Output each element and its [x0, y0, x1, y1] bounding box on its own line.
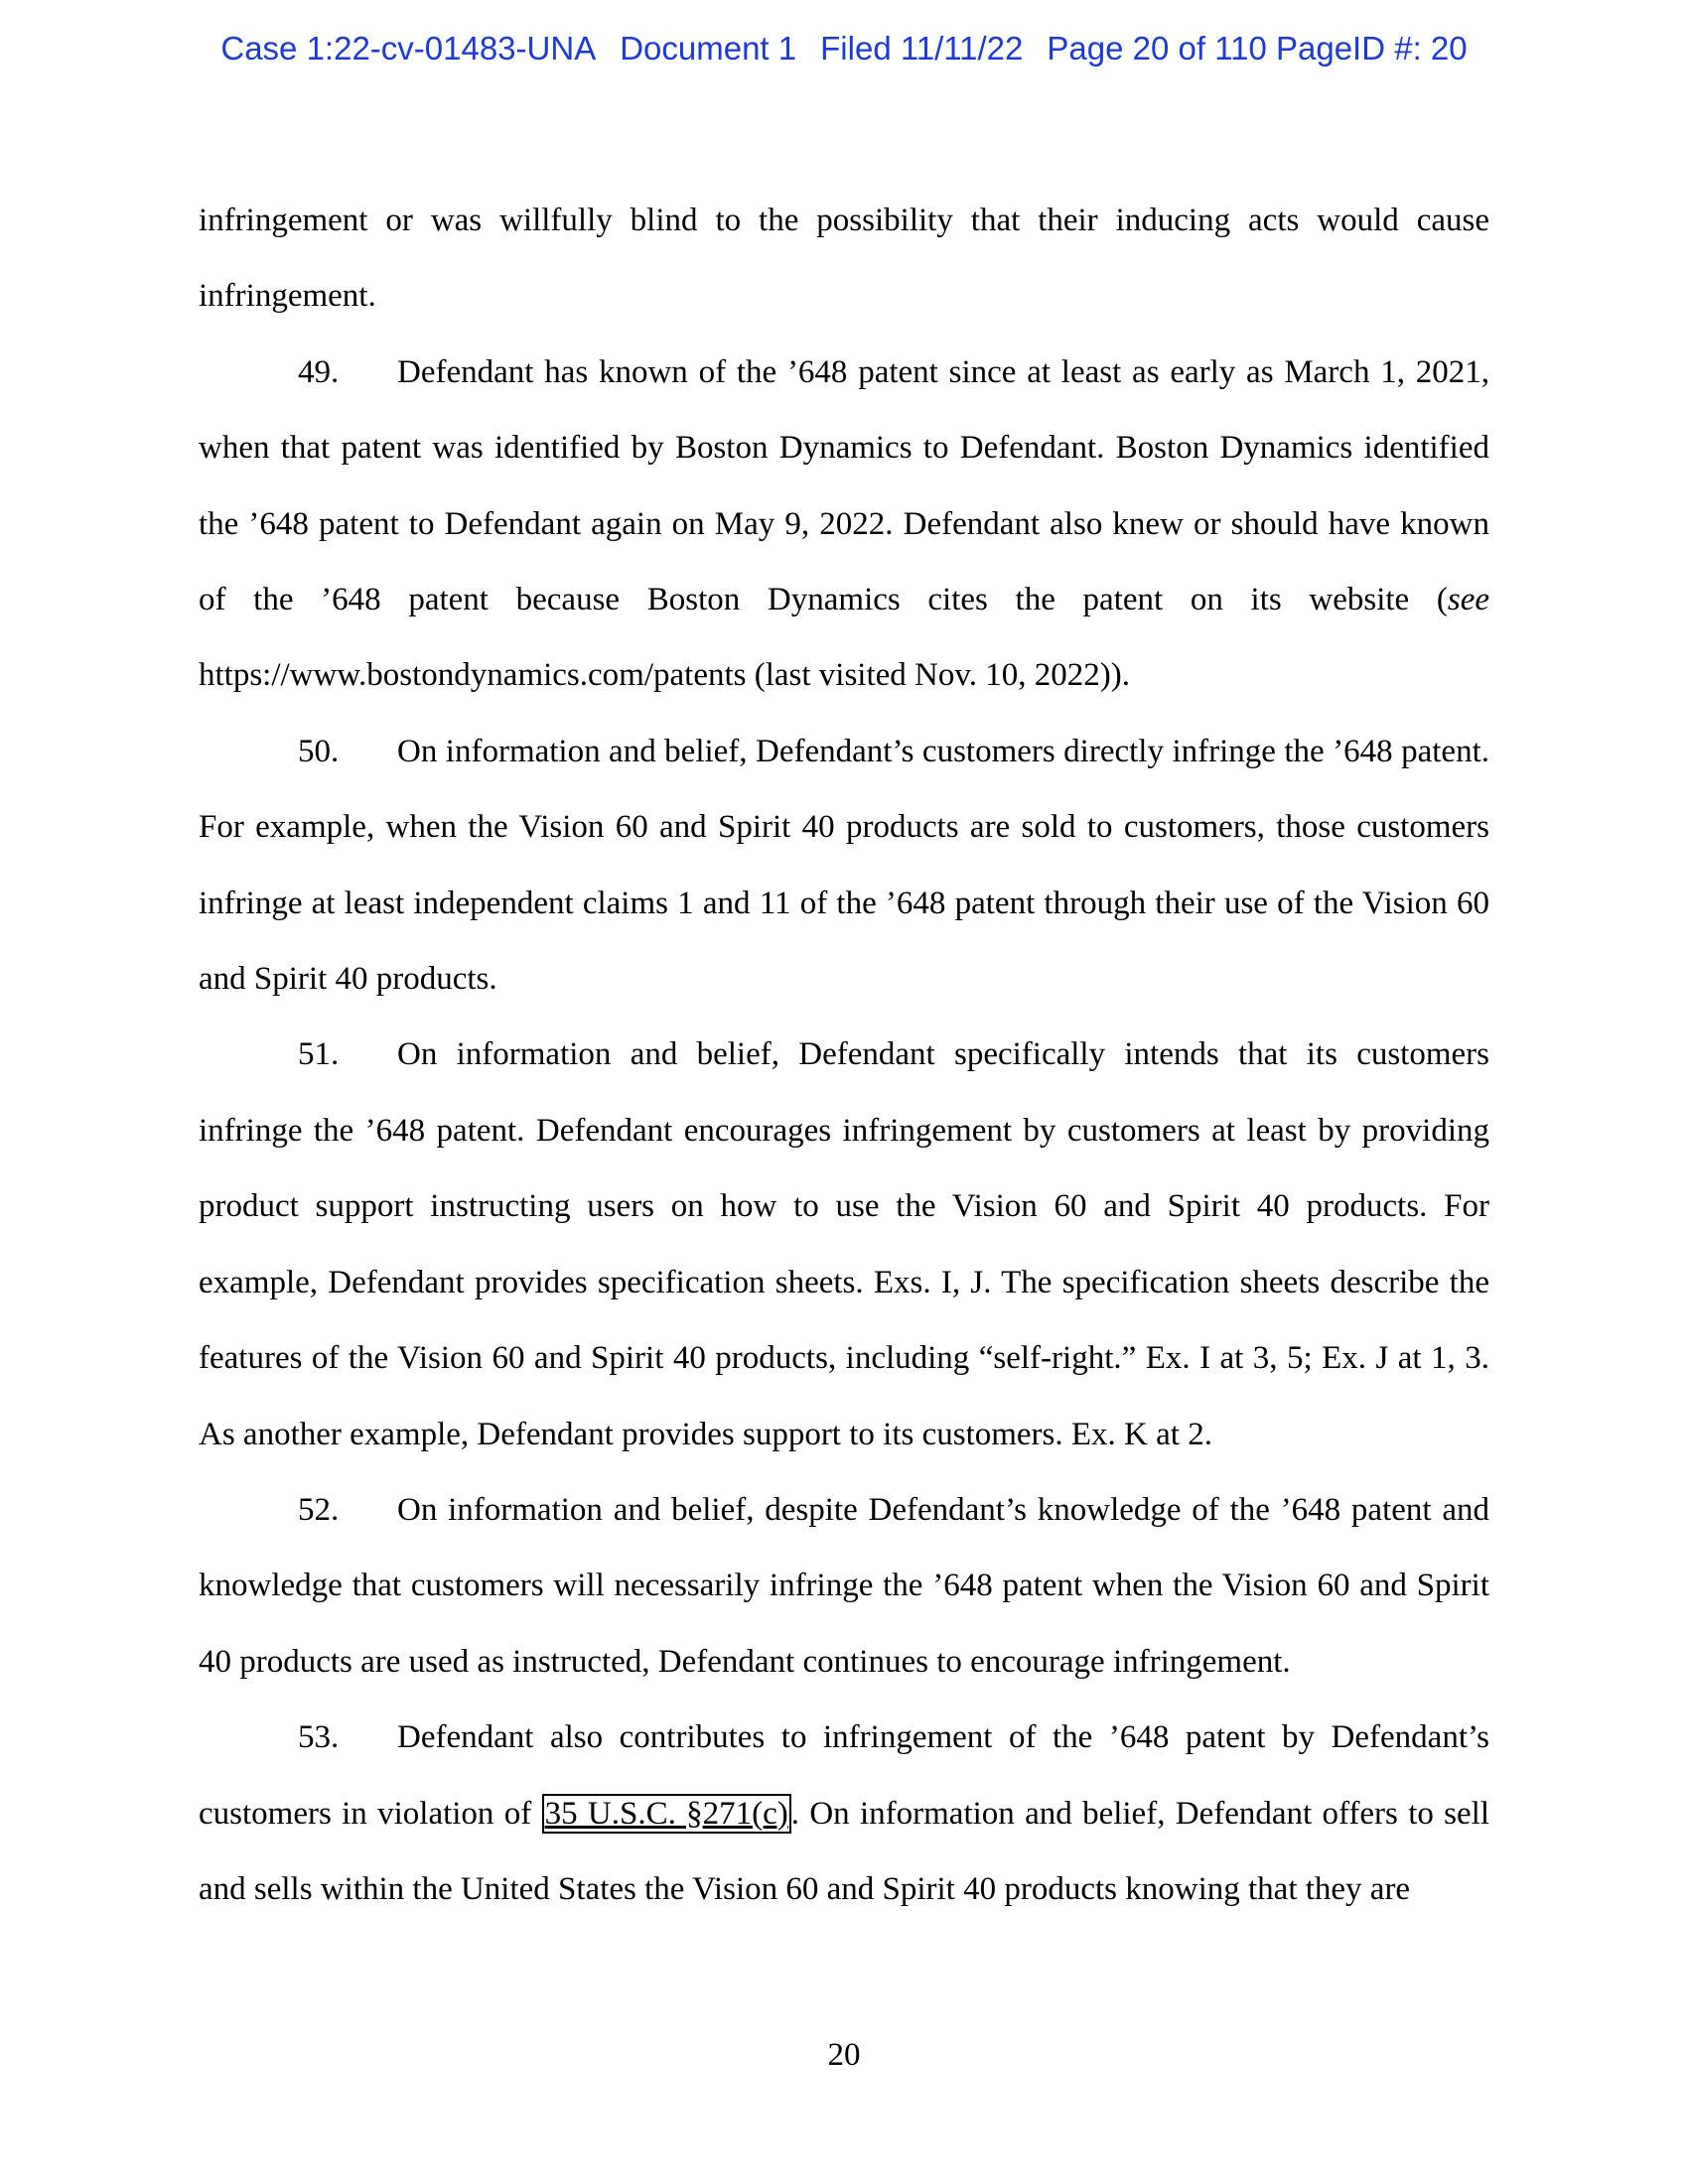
- paragraph-number: 52.: [298, 1491, 340, 1528]
- paragraph-52: [199, 1472, 1489, 1700]
- page-id: Page 20 of 110 PageID #: 20: [1047, 30, 1468, 67]
- document-body: [199, 183, 1489, 1927]
- paragraph-number: 53.: [298, 1719, 340, 1756]
- paragraph-number: 50.: [298, 733, 340, 769]
- paragraph-continuation: infringement or was willfully blind to the possibility that their inducing acts would cause infringement.: [199, 203, 1489, 315]
- paragraph-text: Defendant also contributes to infringement of the ’648 patent by Defendant’s customers in violation of: [199, 1719, 1489, 1832]
- document-number: Document 1: [620, 30, 797, 67]
- paragraph-text-url: https://www.bostondynamics.com/patents (last visited Nov. 10, 2022)).: [199, 657, 1130, 694]
- paragraph-53: [199, 1700, 1489, 1927]
- paragraph-number: 49.: [298, 353, 340, 390]
- paragraph-text: On information and belief, Defendant’s customers directly infringe the ’648 patent. For example, when the Vision 60 and Spirit 40 products are sold to customers, those customers infringe at least independent claims 1 and 11 of the ’648 patent through their use of the Vision 60 and Spirit 40 products.: [199, 733, 1489, 998]
- filed-date: Filed 11/11/22: [820, 30, 1024, 67]
- paragraph-50: [199, 714, 1489, 1018]
- statute-citation-link[interactable]: 35 U.S.C. §271(c): [542, 1794, 791, 1834]
- paragraph-51: [199, 1017, 1489, 1471]
- signal-see: see: [1447, 582, 1489, 618]
- page-number: 20: [827, 2037, 861, 2073]
- paragraph-number: 51.: [298, 1036, 340, 1073]
- case-number: Case 1:22-cv-01483-UNA: [220, 30, 597, 67]
- paragraph-49: [199, 335, 1489, 714]
- paragraph-text: Defendant has known of the ’648 patent since at least as early as March 1, 2021, when that patent was identified by Boston Dynamics to Defendant. Boston Dynamics identified the ’648 patent to Defendant again on May 9, 2022. Defendant also knew or should have known of the ’648 patent because Boston Dynamics cites the patent on its website (: [199, 353, 1489, 618]
- paragraph-text-continued: . On information and belief, Defendant offers to sell and sells within the United States the Vision 60 and Spirit 40 products knowing that they are: [199, 1795, 1490, 1907]
- paragraph-text: On information and belief, Defendant specifically intends that its customers infringe the ’648 patent. Defendant encourages infringement by customers at least by providing product support instructing users on how to use the Vision 60 and Spirit 40 products. For example, Defendant provides specification sheets. Exs. I, J. The specification sheets describe the features of the Vision 60 and Spirit 40 products, including “self-right.” Ex. I at 3, 5; Ex. J at 1, 3. As another example, Defendant provides support to its customers. Ex. K at 2.: [199, 1036, 1489, 1452]
- filing-header: [0, 30, 1688, 68]
- paragraph-text: On information and belief, despite Defendant’s knowledge of the ’648 patent and knowledge that customers will necessarily infringe the ’648 patent when the Vision 60 and Spirit 40 products are used as instructed, Defendant continues to encourage infringement.: [199, 1491, 1489, 1680]
